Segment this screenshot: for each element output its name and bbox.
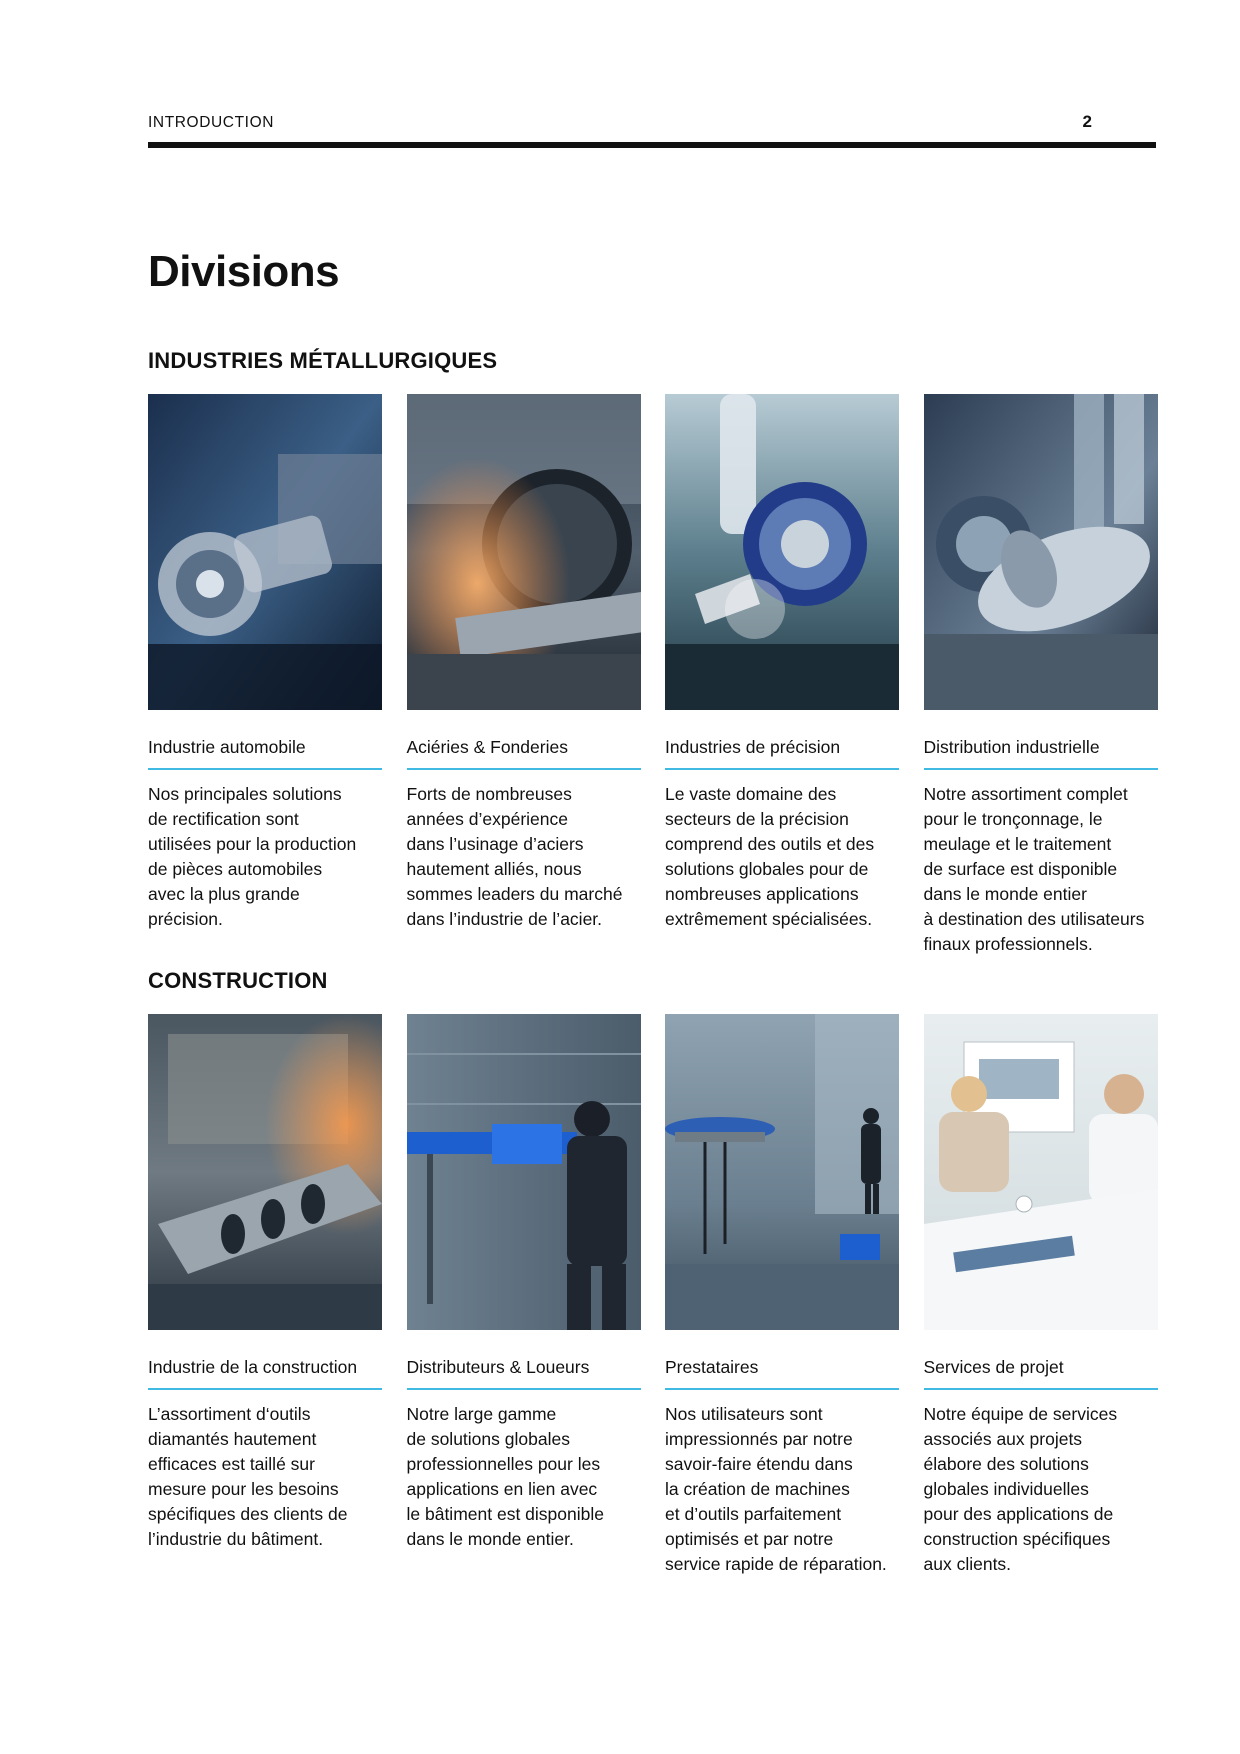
pipe-grinding-photo <box>924 394 1158 710</box>
division-card <box>148 394 382 957</box>
division-card <box>924 394 1158 957</box>
card-text: Nos principales solutions de rectification sont utilisées pour la production de pièces automobiles avec la plus grande précision. <box>148 784 357 929</box>
steel-bar-cutting-photo <box>407 394 641 710</box>
concrete-slab-saw-photo <box>148 1014 382 1330</box>
section-heading-metallurgy: INDUSTRIES MÉTALLURGIQUES <box>148 348 498 373</box>
card-text: Forts de nombreuses années d’expérience dans l’usinage d’aciers hautement alliés, nous sommes leaders du marché dans l’industrie de l’acier. <box>406 784 623 929</box>
divisions-grid-metallurgy <box>148 394 1156 957</box>
card-text: L’assortiment d‘outils diamantés hautement efficaces est taillé sur mesure pour les besoins spécifiques des clients de l’industrie du bâtiment. <box>148 1404 348 1549</box>
card-title: Services de projet <box>924 1356 1158 1390</box>
card-title: Prestataires <box>665 1356 899 1390</box>
card-text: Notre équipe de services associés aux projets élabore des solutions globales individuelles pour des applications de construction spécifiques aux clients. <box>923 1404 1118 1574</box>
card-title: Industries de précision <box>665 736 899 770</box>
project-meeting-photo <box>924 1014 1158 1330</box>
core-drilling-worker-photo <box>407 1014 641 1330</box>
division-card <box>407 394 641 957</box>
precision-grinding-wheel-photo <box>665 394 899 710</box>
card-title: Distribution industrielle <box>924 736 1158 770</box>
card-text: Nos utilisateurs sont impressionnés par notre savoir-faire étendu dans la création de machines et d’outils parfaitement optimisés et par notre service rapide de réparation. <box>665 1404 887 1574</box>
wall-saw-site-photo <box>665 1014 899 1330</box>
section-heading-construction: CONSTRUCTION <box>148 968 328 993</box>
card-text: Le vaste domaine des secteurs de la précision comprend des outils et des solutions globales pour de nombreuses applications extrêmement spécialisées. <box>665 784 875 929</box>
card-text: Notre assortiment complet pour le tronçonnage, le meulage et le traitement de surface est disponible dans le monde entier à destination des utilisateurs finaux professionnels. <box>923 784 1145 954</box>
gear-grinding-photo <box>148 394 382 710</box>
card-title: Distributeurs & Loueurs <box>407 1356 641 1390</box>
division-card <box>665 394 899 957</box>
page-title: Divisions <box>148 247 340 296</box>
division-card <box>665 1014 899 1577</box>
header-section-label: INTRODUCTION <box>148 114 275 131</box>
card-title: Aciéries & Fonderies <box>407 736 641 770</box>
card-title: Industrie automobile <box>148 736 382 770</box>
card-title: Industrie de la construction <box>148 1356 382 1390</box>
divisions-grid-construction <box>148 1014 1156 1577</box>
division-card <box>924 1014 1158 1577</box>
division-card <box>148 1014 382 1577</box>
header-rule <box>148 142 1156 148</box>
card-text: Notre large gamme de solutions globales professionnelles pour les applications en lien avec le bâtiment est disponible dans le monde entier. <box>406 1404 604 1549</box>
division-card <box>407 1014 641 1577</box>
page-number: 2 <box>1082 112 1092 131</box>
